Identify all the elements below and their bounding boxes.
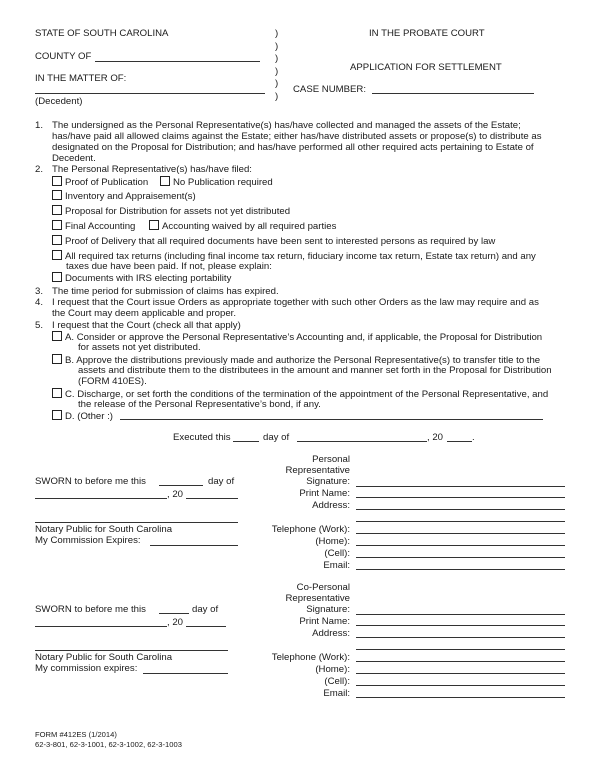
copr-label: Co-Personal xyxy=(296,582,350,593)
notary-signature-field[interactable] xyxy=(35,522,238,523)
copr-signature-label: Signature: xyxy=(306,604,350,615)
irs-portability-option[interactable]: Documents with IRS electing portability xyxy=(52,272,231,284)
executed-dayof-label: day of xyxy=(263,432,290,443)
checkbox[interactable] xyxy=(52,272,62,282)
sworn-dayof-label: day of xyxy=(208,476,235,487)
pr-tel-work-field[interactable] xyxy=(356,533,565,534)
item-number: 1. xyxy=(35,120,44,131)
checkbox[interactable] xyxy=(52,205,62,215)
copr-cell-label: (Cell): xyxy=(324,676,350,687)
option-d[interactable]: D. (Other :) xyxy=(52,410,113,422)
sworn-year-field[interactable] xyxy=(186,626,226,627)
commission-field[interactable] xyxy=(150,545,238,546)
checkbox[interactable] xyxy=(52,388,62,398)
checkbox[interactable] xyxy=(52,220,62,230)
item-number: 5. xyxy=(35,320,44,331)
no-publication-option[interactable]: No Publication required xyxy=(160,176,273,188)
pr-address-field-2[interactable] xyxy=(356,521,565,522)
executed-period: . xyxy=(472,432,475,443)
pr-cell-label: (Cell): xyxy=(324,548,350,559)
executed-label: Executed this xyxy=(173,432,231,443)
copr-email-label: Email: xyxy=(323,688,350,699)
pr-home-field[interactable] xyxy=(356,545,565,546)
commission-label: My Commission Expires: xyxy=(35,535,141,546)
case-number-field[interactable] xyxy=(372,93,534,94)
final-accounting-option[interactable]: Final Accounting xyxy=(52,220,135,232)
pr-email-label: Email: xyxy=(323,560,350,571)
checkbox[interactable] xyxy=(149,220,159,230)
copr-cell-field[interactable] xyxy=(356,685,565,686)
checkbox[interactable] xyxy=(52,331,62,341)
pr-label: Personal xyxy=(312,454,350,465)
pr-print-name-field[interactable] xyxy=(356,497,565,498)
copr-home-field[interactable] xyxy=(356,673,565,674)
sworn-day-field[interactable] xyxy=(159,485,203,486)
copr-address-field[interactable] xyxy=(356,637,565,638)
copr-print-name-field[interactable] xyxy=(356,625,565,626)
option-c[interactable]: C. Discharge, or set forth the conditions of the termination of the appointment of the Personal Representative, and xyxy=(52,388,548,400)
proof-delivery-option[interactable]: Proof of Delivery that all required documents have been sent to interested persons as required by law xyxy=(52,235,495,247)
sworn-year-label: , 20 xyxy=(167,489,184,500)
court-label: IN THE PROBATE COURT xyxy=(369,28,485,39)
other-field[interactable] xyxy=(120,419,543,420)
proposal-option[interactable]: Proposal for Distribution for assets not yet distributed xyxy=(52,205,290,217)
pr-address-label: Address: xyxy=(312,500,350,511)
checkbox[interactable] xyxy=(160,176,170,186)
pr-home-label: (Home): xyxy=(315,536,350,547)
option-a[interactable]: A. Consider or approve the Personal Representative’s Accounting and, if applicable, the Proposal for Distribution xyxy=(52,331,542,343)
matter-label: IN THE MATTER OF: xyxy=(35,73,127,84)
form-title: APPLICATION FOR SETTLEMENT xyxy=(350,62,502,73)
executed-year-label: , 20 xyxy=(427,432,444,443)
form-number: FORM #412ES (1/2014) xyxy=(35,730,117,739)
proof-publication-option[interactable]: Proof of Publication xyxy=(52,176,148,188)
item1-line: has/have paid all allowed claims against the Estate; either has/have distributed assets or propose(s) to distribute as xyxy=(52,131,542,142)
item-number: 4. xyxy=(35,297,44,308)
item1-line: The undersigned as the Personal Representative(s) has/have collected and managed the assets of the Estate; xyxy=(52,120,521,131)
decedent-label: (Decedent) xyxy=(35,96,83,107)
sworn-day-field[interactable] xyxy=(159,613,189,614)
item-number: 2. xyxy=(35,164,44,175)
item-number: 3. xyxy=(35,286,44,297)
commission-label: My commission expires: xyxy=(35,663,138,674)
copr-tel-work-label: Telephone (Work): xyxy=(271,652,350,663)
commission-field[interactable] xyxy=(143,673,228,674)
pr-email-field[interactable] xyxy=(356,569,565,570)
accounting-waived-option[interactable]: Accounting waived by all required parties xyxy=(149,220,336,232)
checkbox[interactable] xyxy=(52,410,62,420)
sworn-month-field[interactable] xyxy=(35,498,167,499)
sworn-dayof-label: day of xyxy=(192,604,219,615)
copr-email-field[interactable] xyxy=(356,697,565,698)
item4-line: I request that the Court issue Orders as appropriate together with such other Orders as the law may require and as xyxy=(52,297,539,308)
pr-signature-field[interactable] xyxy=(356,486,565,487)
case-number-label: CASE NUMBER: xyxy=(293,84,367,95)
checkbox[interactable] xyxy=(52,176,62,186)
copr-address-label: Address: xyxy=(312,628,350,639)
notary-label: Notary Public for South Carolina xyxy=(35,524,173,535)
checkbox[interactable] xyxy=(52,354,62,364)
tax-returns-line: taxes due have been paid. If not, please explain: xyxy=(66,261,272,272)
option-b[interactable]: B. Approve the distributions previously made and authorize the Personal Representative(s) to transfer title to the xyxy=(52,354,540,366)
copr-signature-field[interactable] xyxy=(356,614,565,615)
inventory-option[interactable]: Inventory and Appraisement(s) xyxy=(52,190,196,202)
state-label: STATE OF SOUTH CAROLINA xyxy=(35,28,169,39)
copr-label: Representative xyxy=(285,593,350,604)
sworn-label: SWORN to before me this xyxy=(35,476,146,487)
checkbox[interactable] xyxy=(52,190,62,200)
pr-print-name-label: Print Name: xyxy=(299,488,350,499)
pr-cell-field[interactable] xyxy=(356,557,565,558)
item4-line: the Court may deem applicable and proper. xyxy=(52,308,236,319)
item5-text: I request that the Court (check all that apply) xyxy=(52,320,241,331)
tax-returns-option[interactable]: All required tax returns (including final income tax return, fiduciary income tax return, Estate tax return) and any xyxy=(52,250,536,262)
option-b-line: assets and distribute them to the distributees in the amount and manner set forth in the Proposal for Distribution xyxy=(78,365,552,376)
checkbox[interactable] xyxy=(52,235,62,245)
item1-line: Decedent. xyxy=(52,153,96,164)
sworn-label: SWORN to before me this xyxy=(35,604,146,615)
pr-signature-label: Signature: xyxy=(306,476,350,487)
decedent-name-field[interactable] xyxy=(35,93,265,94)
option-c-line: the release of the Personal Representative’s bond, if any. xyxy=(78,399,321,410)
item2-text: The Personal Representative(s) has/have filed: xyxy=(52,164,252,175)
executed-month-field[interactable] xyxy=(297,441,427,442)
caption-bracket: ) ) ) ) ) ) xyxy=(275,28,279,102)
statute-codes: 62-3-801, 62-3-1001, 62-3-1002, 62-3-1003 xyxy=(35,740,182,749)
executed-year-field[interactable] xyxy=(447,441,472,442)
copr-print-name-label: Print Name: xyxy=(299,616,350,627)
item1-line: designated on the Proposal for Distribution; and has/have performed all other required acts pertaining to Estate of xyxy=(52,142,534,153)
copr-tel-work-field[interactable] xyxy=(356,661,565,662)
county-label: COUNTY OF xyxy=(35,51,92,62)
sworn-year-label: , 20 xyxy=(167,617,184,628)
copr-address-field-2[interactable] xyxy=(356,649,565,650)
item3-text: The time period for submission of claims has expired. xyxy=(52,286,279,297)
executed-day-field[interactable] xyxy=(233,441,259,442)
pr-tel-work-label: Telephone (Work): xyxy=(271,524,350,535)
option-b-line: (FORM 410ES). xyxy=(78,376,147,387)
notary-label: Notary Public for South Carolina xyxy=(35,652,173,663)
pr-label: Representative xyxy=(285,465,350,476)
sworn-month-field[interactable] xyxy=(35,626,167,627)
county-field[interactable] xyxy=(95,61,260,62)
option-a-line: for assets not yet distributed. xyxy=(78,342,201,353)
sworn-year-field[interactable] xyxy=(186,498,238,499)
notary-signature-field[interactable] xyxy=(35,650,228,651)
pr-address-field[interactable] xyxy=(356,509,565,510)
copr-home-label: (Home): xyxy=(315,664,350,675)
checkbox[interactable] xyxy=(52,250,62,260)
